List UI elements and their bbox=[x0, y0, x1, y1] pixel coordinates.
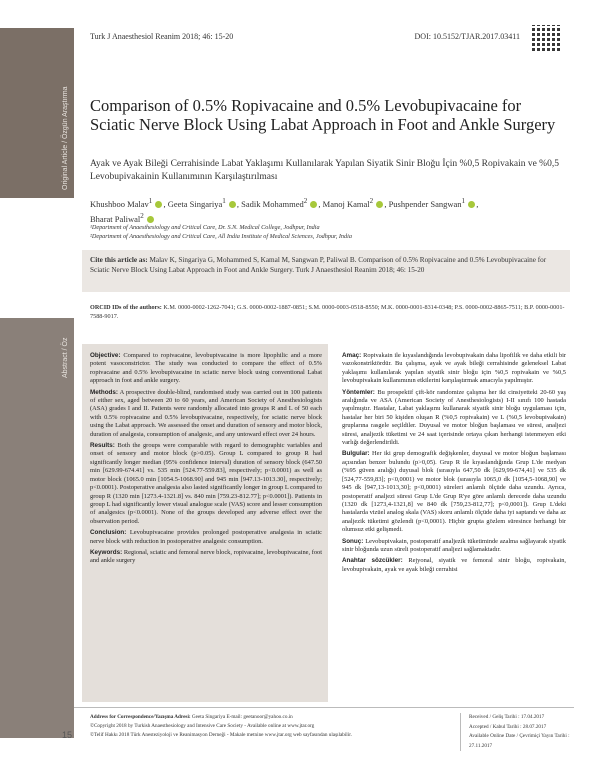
footer-correspondence: Address for Correspondence/Yazışma Adresi: Geeta Singariya E-mail: geetanoor@yahoo.co.in ©Copyright 2018 by Turkish Anaesthesiology and Intensive Care Society - Available online at www.jtar.org ©Telif Hakkı 2018 Türk Anesteziyoloji ve Reanimasyon Derneği - Makale metnine www.jtar.org web sayfasından ulaşılabilir. bbox=[90, 714, 352, 738]
orcid-label: ORCID IDs of the authors: bbox=[90, 304, 162, 311]
abstract-section: Sonuç: Levobupivakain, postoperatif analjezik tüketiminde azalma sağlayarak siyatik sinir bloğunda uzun süreli postoperatif analjezi sağlamaktadır. bbox=[342, 537, 566, 553]
affiliation-2: ²Department of Anaesthesiology and Critical Care, All India Institute of Medical Sciences, Jodhpur, India bbox=[90, 233, 352, 240]
abstract-section: Objective: Compared to ropivacaine, levobupivacaine is more lipophilic and a more potent vasoconstrictor. The study was conducted to compare the effect of 0.5% ropivacaine and 0.5% levobupivacaine in sciatic nerve block using conventional Labat approach in foot and ankle surgery. bbox=[90, 352, 322, 385]
affiliation-1: ¹Department of Anaesthesiology and Critical Care, Dr. S.N. Medical College, Jodhpur, India bbox=[90, 224, 320, 231]
orcid-ids bbox=[90, 303, 566, 321]
footer-dates bbox=[460, 713, 589, 751]
orcid-values: K.M. 0000-0002-1262-7041; G.S. 0000-0002-1887-0851; S.M. 0000-0003-0518-8550; M.K. 0000-0001-8314-0348; P.S. 0000-0002-8865-7511; B.P. 0000-0001-7588-9017. bbox=[90, 304, 565, 320]
date-row: Accepted / Kabul Tarihi : 28.07.2017 bbox=[469, 723, 547, 730]
footer-divider bbox=[74, 707, 574, 708]
orcid-icon[interactable] bbox=[155, 201, 162, 208]
date-row: Available Online Date / Çevrimiçi Yayın Tarihi : 27.11.2017 bbox=[469, 733, 570, 749]
date-row: Received / Geliş Tarihi : 17.04.2017 bbox=[469, 714, 545, 720]
orcid-icon[interactable] bbox=[468, 201, 475, 208]
orcid-icon[interactable] bbox=[376, 201, 383, 208]
abstract-section: Amaç: Ropivakain ile kıyaslandığında levobupivakain daha lipofilik ve daha etkili bir vazokonstriktördür. Bu çalışma, ayak ve ayak bileği cerrahisinde geleneksel Labat yaklaşımı kullanılarak yapılan siyatik sinir bloğu için %0,5 ropivakain ve %0,5 levobupivakain kullanımının etkilerini karşılaştırmak amacıyla yapılmıştır. bbox=[342, 352, 566, 385]
citation-label: Cite this article as: bbox=[90, 256, 148, 264]
author: Khushboo Malav$^1$ , bbox=[90, 197, 168, 209]
qr-code-icon bbox=[532, 25, 560, 53]
abstract-section: Results: Both the groups were comparable with regard to demographic variables and onset of sensory and motor block (p>0.05). Group L compared to group R had significantly longer median (95% confidence interval) duration of sensory block (647.50 min [629.99-674.41] vs. 535 min [524.77-559.83], respectively; p<0.0001) as well as motor block (1065.0 min [1054.5-1068.90] and 945 min [947.13-1013.30], respectively; p<0.0001). Postoperative analgesia also lasted significantly longer in group L compared to group R (1320 min [1273.4-1321.8] vs. 840 min [759.23-812.77]; p<0.0001]). Patients in group L had significantly lower visual analogue scale (VAS) score and lesser consumption of analgesics (p<0.0001). None of the groups developed any adverse effect over the observation period. bbox=[90, 442, 322, 525]
doi[interactable]: DOI: 10.5152/TJAR.2017.03411 bbox=[414, 32, 520, 41]
page-number: 15 bbox=[62, 730, 73, 740]
author: Manoj Kamal$^2$ , bbox=[322, 197, 389, 209]
abstract-side-label: Abstract / Öz bbox=[62, 337, 69, 378]
abstract-en bbox=[90, 352, 322, 569]
author: Pushpender Sangwan$^1$ , bbox=[388, 197, 479, 209]
affiliations bbox=[90, 223, 560, 241]
orcid-icon[interactable] bbox=[229, 201, 236, 208]
side-strip-abstract bbox=[0, 318, 74, 738]
author: Bharat Paliwal$^2$ bbox=[90, 214, 155, 224]
abstract-section: Yöntemler: Bu prospektif çift-kör randomize çalışma her iki cinsiyetteki 20-60 yaş aralığında ve ASA (American Society of Anesthesiologists) I-II sınıfı 100 hastada yapılmıştır. Hastalar, Labat yaklaşımı kullanarak siyatik sinir bloğu uygulaması için, hastalar her biri 50 kişiden oluşan R (%0,5 ropivakain) ve L (%0,5 levobupivakain) gruplarına rasgele seçildiler. Duyusal ve motor bloğun başlaması ve süresi, analjezi süresi, analjezik tüketimi ve 24 saat içerisinde ortaya çıkan herhangi istenmeyen etki varlığı değerlendirildi. bbox=[342, 388, 566, 447]
article-title: Comparison of 0.5% Ropivacaine and 0.5% Levobupivacaine for Sciatic Nerve Block Using Labat Approach in Foot and Ankle Surgery bbox=[90, 96, 556, 134]
article-type-label: Original Article / Özgün Araştırma bbox=[62, 86, 69, 190]
citation bbox=[90, 255, 566, 275]
author: Geeta Singariya$^1$ , bbox=[167, 197, 242, 209]
abstract-section: Methods: A prospective double-blind, randomised study was carried out in 100 patients of either sex, aged between 20 to 60 years, and American Society of Anesthesiologists (ASA) grades I and II. Patients were randomly allocated into groups R and L of 50 each with 0.5% ropivacaine and 0.5% levobupivacaine, respectively, for sciatic nerve block using the Labat approach. We assessed the onset and duration of sensory and motor block, duration of analgesia, consumption of analgesic, and any untoward effect over 24 hours. bbox=[90, 388, 322, 438]
abstract-section: Conclusion: Levobupivacaine provides prolonged postoperative analgesia in sciatic nerve block with reduction in postoperative analgesic consumption. bbox=[90, 529, 322, 545]
abstract-section: Bulgular: Her iki grup demografik değişkenler, duyusal ve motor bloğun başlaması açısından benzer bulundu (p>0,05). Grup R ile kıyaslandığında Grup L'de medyan (%95 güven aralığı) duyusal blok (sırasıyla 647,50 dk [629,99-674,41] ve 535 dk [524,77-559,83]; p<0,0001) ve motor blok (sırasıyla 1065,0 dk [1054,5-1068,90] ve 945 dk [947,13-1013,30]; p<0,0001) süreleri anlamlı ölçüde daha uzundu. Ayrıca, postoperatif analjezi süresi Grup L'de Grup R'ye göre anlamlı derecede daha uzundu (1320 dk [1273,4-1321,8] ve 840 dk [759,23-812,77]; p<0,0001]). Grup L'deki hastalarda vizüel analog skala (VAS) skoru anlamlı ölçüde daha iyi saptandı ve daha az analjezik tüketimi gözlendi (p<0,0001). Hiçbir grupta gözlem süresince herhangi bir olumsuz etki gelişmedi. bbox=[342, 450, 566, 534]
author: Sadik Mohammed$^2$ , bbox=[241, 197, 323, 209]
author-list bbox=[90, 195, 560, 225]
abstract-section: Keywords: Regional, sciatic and femoral nerve block, ropivacaine, levobupivacaine, foot and ankle surgery bbox=[90, 548, 322, 565]
article-subtitle-tr: Ayak ve Ayak Bileği Cerrahisinde Labat Yaklaşımı Kullanılarak Yapılan Siyatik Sinir Bloğu İçin %0,5 Ropivakain ve %0,5 Levobupivakainin Kullanımının Karşılaştırılması bbox=[90, 159, 559, 182]
citation-text: Malav K, Singariya G, Mohammed S, Kamal M, Sangwan P, Paliwal B. Comparison of 0.5% Ropivacaine and 0.5% Levobupivacaine for Sciatic Nerve Block Using Labat Approach in Foot and Ankle Surgery. Turk J Anaesthesiol Reanim 2018; 46: 15-20 bbox=[90, 256, 547, 274]
abstract-tr bbox=[342, 352, 566, 577]
orcid-icon[interactable] bbox=[310, 201, 317, 208]
abstract-section: Anahtar sözcükler: Rejyonal, siyatik ve femoral sinir bloğu, ropivakain, levobupivakain, ayak ve ayak bileği cerrahisi bbox=[342, 557, 566, 573]
journal-reference: Turk J Anaesthesiol Reanim 2018; 46: 15-20 bbox=[90, 32, 234, 41]
